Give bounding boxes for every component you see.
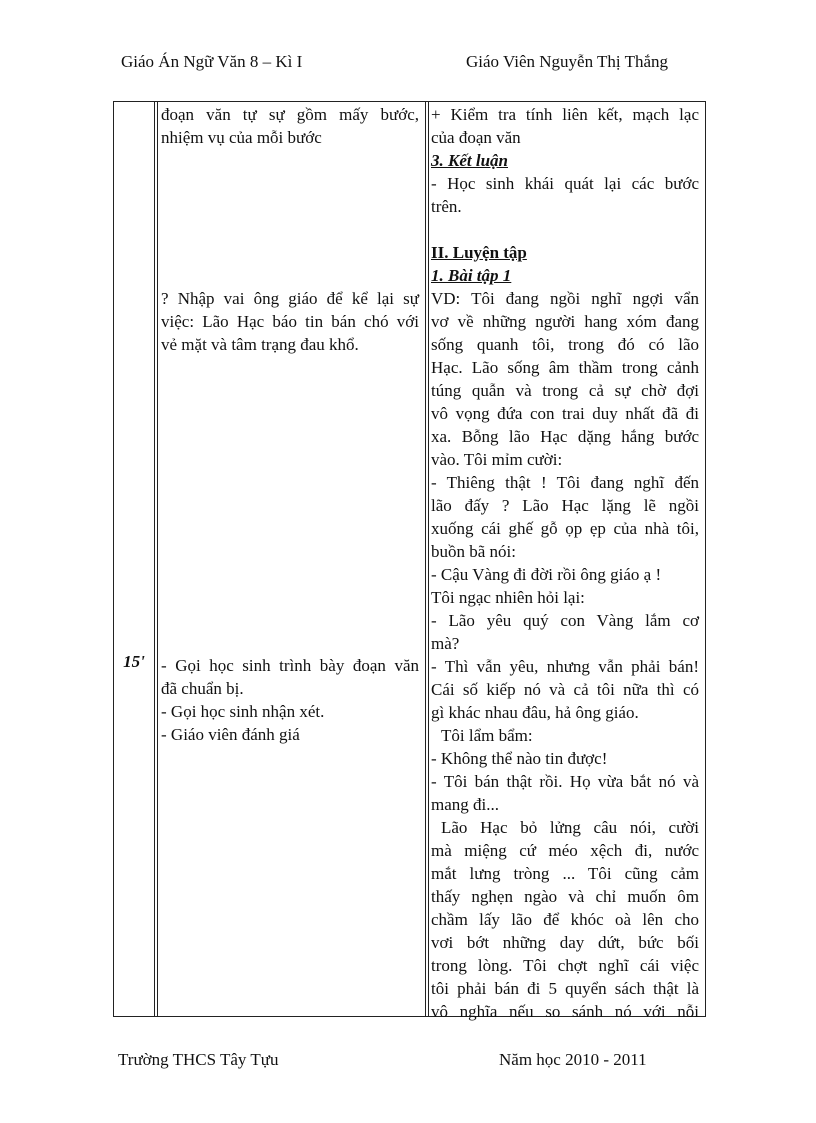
text-line: ? Nhập vai ông giáo để kể lại sự bbox=[161, 289, 419, 308]
content-block-top bbox=[431, 103, 699, 218]
text-line: - Cậu Vàng đi đời rồi ông giáo ạ ! bbox=[431, 565, 662, 584]
text-line: VD: Tôi đang ngồi nghĩ ngợi vẩn bbox=[431, 289, 699, 308]
text-line: của đoạn văn bbox=[431, 128, 521, 147]
section-heading-conclusion: 3. Kết luận bbox=[431, 151, 508, 170]
teacher-activity-block-2 bbox=[161, 287, 419, 356]
text-line: túng quẫn và trong cả sự chờ đợi bbox=[431, 381, 699, 400]
text-line: mà miệng cứ méo xệch đi, nước bbox=[431, 841, 699, 860]
section-heading-exercise: 1. Bài tập 1 bbox=[431, 266, 512, 285]
text-line: Cái số kiếp nó và cả tôi nữa thì có bbox=[431, 680, 699, 699]
text-line: vô nghĩa nếu so sánh nó với nỗi bbox=[431, 1002, 699, 1021]
text-line: - Gọi học sinh nhận xét. bbox=[161, 702, 325, 721]
time-cell: 15' bbox=[123, 652, 145, 671]
text-line: lão đấy ? Lão Hạc lặng lẽ ngồi bbox=[431, 496, 699, 515]
text-line: vẻ mặt và tâm trạng đau khổ. bbox=[161, 335, 359, 354]
text-line: Lão Hạc bỏ lửng câu nói, cười bbox=[441, 818, 699, 837]
section-heading-practice: II. Luyện tập bbox=[431, 243, 527, 262]
text-line: buồn bã nói: bbox=[431, 542, 516, 561]
text-line: xuống cái ghế gỗ ọp ẹp của nhà tôi, bbox=[431, 519, 699, 538]
text-line: mang đi... bbox=[431, 795, 499, 814]
text-line: mà? bbox=[431, 634, 460, 653]
text-line: nhiệm vụ của mỗi bước bbox=[161, 128, 322, 147]
page-footer-left: Trường THCS Tây Tựu bbox=[118, 1050, 279, 1069]
text-line: vơi bớt những day dứt, bức bối bbox=[431, 933, 699, 952]
text-line: - Thiêng thật ! Tôi đang nghĩ đến bbox=[431, 473, 699, 492]
column-divider bbox=[425, 102, 426, 1016]
text-line: + Kiểm tra tính liên kết, mạch lạc bbox=[431, 105, 699, 124]
text-line: xa. Bỗng lão Hạc dặng hắng bước bbox=[431, 427, 699, 446]
text-line: vào. Tôi mỉm cười: bbox=[431, 450, 563, 469]
page-header-right: Giáo Viên Nguyễn Thị Thắng bbox=[466, 52, 669, 71]
page-footer-right: Năm học 2010 - 2011 bbox=[499, 1050, 647, 1069]
text-line: đoạn văn tự sự gồm mấy bước, bbox=[161, 105, 419, 124]
teacher-activity-block-1 bbox=[161, 103, 419, 149]
text-line: chầm lấy lão để khóc oà lên cho bbox=[431, 910, 699, 929]
text-line: việc: Lão Hạc báo tin bán chó với bbox=[161, 312, 419, 331]
text-line: gì khác nhau đâu, hả ông giáo. bbox=[431, 703, 639, 722]
text-line: Tôi lẩm bẩm: bbox=[441, 726, 533, 745]
text-line: Hạc. Lão sống âm thầm trong cảnh bbox=[431, 358, 699, 377]
text-line: mắt lưng tròng ... Tôi cũng cảm bbox=[431, 864, 699, 883]
page-header-left: Giáo Án Ngữ Văn 8 – Kì I bbox=[121, 52, 303, 71]
column-divider bbox=[428, 102, 429, 1016]
text-line: - Giáo viên đánh giá bbox=[161, 725, 300, 744]
text-line: - Không thể nào tin được! bbox=[431, 749, 608, 768]
text-line: - Gọi học sinh trình bày đoạn văn bbox=[161, 656, 419, 675]
column-divider bbox=[154, 102, 155, 1016]
text-line: Tôi ngạc nhiên hỏi lại: bbox=[431, 588, 585, 607]
text-line: - Tôi bán thật rồi. Họ vừa bắt nó và bbox=[431, 772, 699, 791]
text-line: sống quanh tôi, trong đó có lão bbox=[431, 335, 699, 354]
text-line: vơ về những người hang xóm đang bbox=[431, 312, 699, 331]
content-block-practice bbox=[431, 241, 699, 1023]
text-line: thấy nghẹn ngào và chỉ muốn ôm bbox=[431, 887, 699, 906]
text-line: trên. bbox=[431, 197, 462, 216]
text-line: đã chuẩn bị. bbox=[161, 679, 244, 698]
column-divider bbox=[157, 102, 158, 1016]
teacher-activity-block-3 bbox=[161, 654, 419, 746]
text-line: trong lòng. Tôi chợt nghĩ cái việc bbox=[431, 956, 699, 975]
text-line: - Thì vẫn yêu, nhưng vẫn phải bán! bbox=[431, 657, 699, 676]
text-line: tôi phải bán đi 5 quyển sách thật là bbox=[431, 979, 699, 998]
text-line: vô vọng đứa con trai duy nhất đã đi bbox=[431, 404, 699, 423]
text-line: - Học sinh khái quát lại các bước bbox=[431, 174, 699, 193]
text-line: - Lão yêu quý con Vàng lắm cơ bbox=[431, 611, 699, 630]
